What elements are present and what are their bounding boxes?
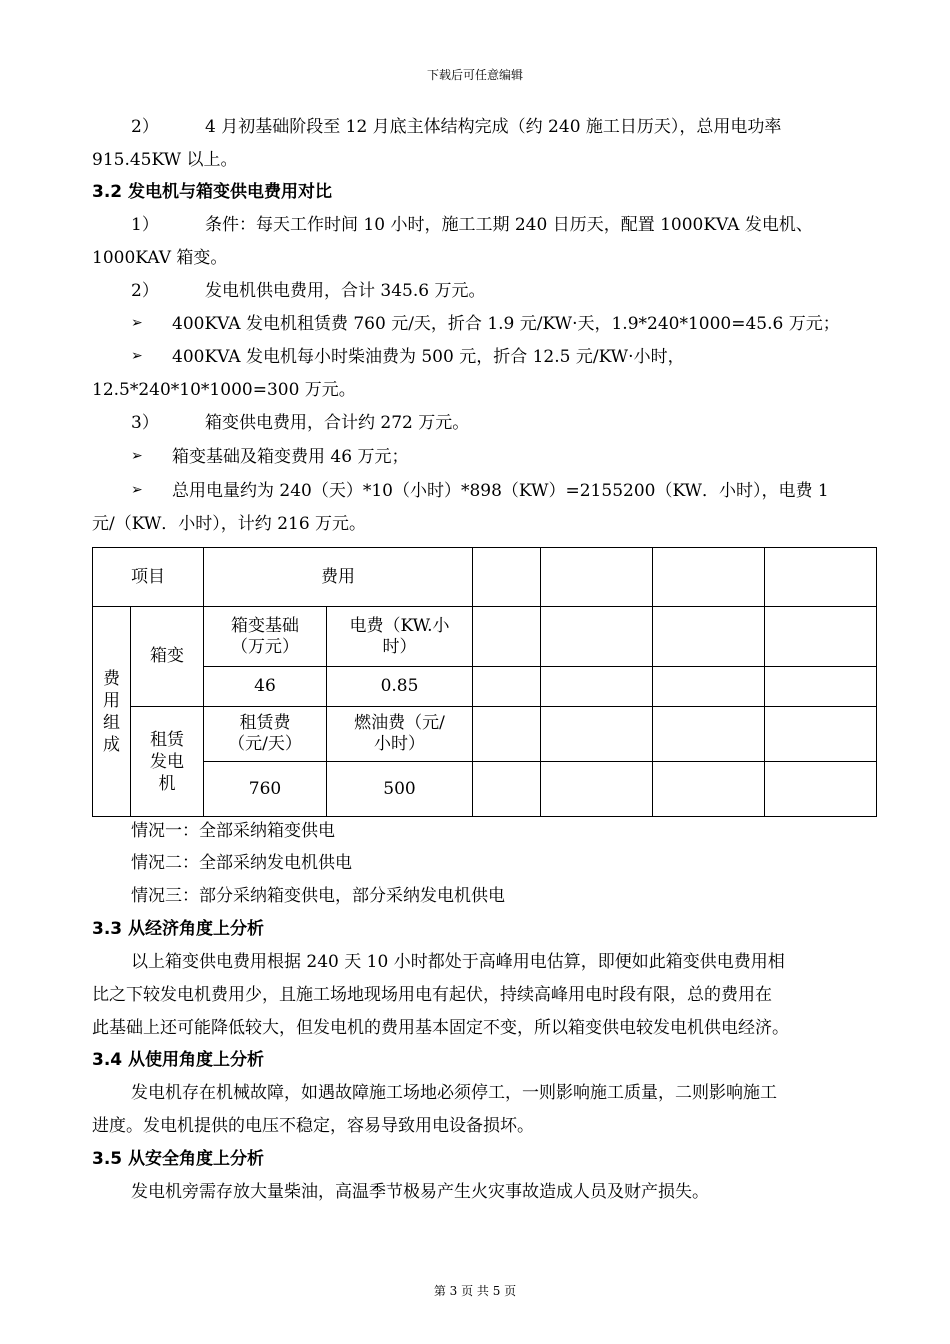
empty-cell	[541, 607, 653, 667]
empty-cell	[653, 667, 765, 707]
empty-cell	[473, 707, 541, 762]
gen-fuel-label: 燃油费（元/小时）	[354, 713, 445, 754]
case-line: 情况二：全部采纳发电机供电	[131, 853, 352, 873]
empty-cell	[765, 667, 877, 707]
box-elec-label: 电费（KW.小时）	[349, 615, 450, 657]
bullet-text: 元/（KW．小时），计约 216 万元。	[92, 514, 367, 534]
case-line: 情况三：部分采纳箱变供电，部分采纳发电机供电	[131, 886, 505, 906]
empty-cell	[473, 607, 541, 667]
gen-fuel-value: 500	[327, 762, 473, 817]
paragraph-text: 箱变供电费用，合计约 272 万元。	[205, 413, 470, 433]
empty-cell	[541, 707, 653, 762]
box-elec-header	[327, 607, 473, 667]
empty-cell	[541, 548, 653, 607]
case-line: 情况一：全部采纳箱变供电	[131, 821, 335, 841]
section-heading: 3.5 从安全角度上分析	[92, 1149, 265, 1169]
empty-cell	[541, 667, 653, 707]
empty-cell	[765, 762, 877, 817]
paragraph-text: 发电机旁需存放大量柴油，高温季节极易产生火灾事故造成人员及财产损失。	[131, 1182, 709, 1202]
bullet-text: 箱变基础及箱变费用 46 万元；	[172, 447, 409, 467]
list-number: 2）	[131, 117, 159, 137]
paragraph-text: 比之下较发电机费用少，且施工场地现场用电有起伏，持续高峰用电时段有限，总的费用在	[92, 985, 772, 1005]
empty-cell	[653, 707, 765, 762]
paragraph-text: 进度。发电机提供的电压不稳定，容易导致用电设备损坏。	[92, 1116, 534, 1136]
page-header: 下载后可任意编辑	[426, 68, 523, 82]
bullet-icon: ➢	[131, 348, 143, 364]
bullet-icon: ➢	[131, 482, 143, 498]
empty-cell	[765, 548, 877, 607]
section-heading: 3.4 从使用角度上分析	[92, 1050, 265, 1070]
bullet-text: 400KVA 发电机每小时柴油费为 500 元，折合 12.5 元/KW·小时，	[172, 347, 685, 367]
header-item-cell: 项目	[93, 548, 204, 607]
box-base-label: 箱变基础（万元）	[231, 615, 299, 657]
list-number: 2）	[131, 281, 159, 301]
box-elec-value: 0.85	[327, 667, 473, 707]
gen-rent-value: 760	[204, 762, 327, 817]
bullet-text: 12.5*240*10*1000=300 万元。	[92, 380, 356, 400]
paragraph-text: 1000KAV 箱变。	[92, 248, 228, 268]
empty-cell	[473, 762, 541, 817]
paragraph-text: 此基础上还可能降低较大，但发电机的费用基本固定不变，所以箱变供电较发电机供电经济。	[92, 1018, 789, 1038]
empty-cell	[765, 607, 877, 667]
section-heading: 3.3 从经济角度上分析	[92, 919, 265, 939]
empty-cell	[765, 707, 877, 762]
group-label: 费用组成	[103, 668, 120, 755]
paragraph-text: 以上箱变供电费用根据 240 天 10 小时都处于高峰用电估算，即便如此箱变供电费用相	[131, 952, 785, 972]
empty-cell	[653, 548, 765, 607]
gen-rent-label: 租赁费（元/天）	[228, 713, 302, 754]
gen-label: 租赁发电机	[150, 729, 184, 794]
bullet-text: 总用电量约为 240（天）*10（小时）*898（KW）=2155200（KW．小时），电费 1	[172, 481, 829, 501]
empty-cell	[473, 667, 541, 707]
box-base-header	[204, 607, 327, 667]
list-number: 3）	[131, 413, 159, 433]
box-base-value: 46	[204, 667, 327, 707]
paragraph-text: 915.45KW 以上。	[92, 150, 238, 170]
bullet-icon: ➢	[131, 448, 143, 464]
gen-label-cell	[131, 707, 204, 817]
list-number: 1）	[131, 215, 159, 235]
paragraph-text: 发电机存在机械故障，如遇故障施工场地必须停工，一则影响施工质量，二则影响施工	[131, 1083, 777, 1103]
paragraph-text: 4 月初基础阶段至 12 月底主体结构完成（约 240 施工日历天），总用电功率	[205, 117, 782, 137]
page-footer: 第 3 页 共 5 页	[433, 1284, 517, 1298]
section-heading: 3.2 发电机与箱变供电费用对比	[92, 182, 333, 202]
group-label-cell	[93, 607, 131, 817]
header-cost-cell: 费用	[204, 548, 473, 607]
paragraph-text: 发电机供电费用，合计 345.6 万元。	[205, 281, 486, 301]
bullet-text: 400KVA 发电机租赁费 760 元/天，折合 1.9 元/KW·天，1.9*240*1000=45.6 万元；	[172, 314, 840, 334]
empty-cell	[653, 607, 765, 667]
cost-table	[92, 547, 877, 817]
empty-cell	[473, 548, 541, 607]
gen-rent-header	[204, 707, 327, 762]
box-label-cell: 箱变	[131, 607, 204, 707]
bullet-icon: ➢	[131, 315, 143, 331]
empty-cell	[541, 762, 653, 817]
empty-cell	[653, 762, 765, 817]
gen-fuel-header	[327, 707, 473, 762]
paragraph-text: 条件：每天工作时间 10 小时，施工工期 240 日历天，配置 1000KVA 发电机、	[205, 215, 813, 235]
